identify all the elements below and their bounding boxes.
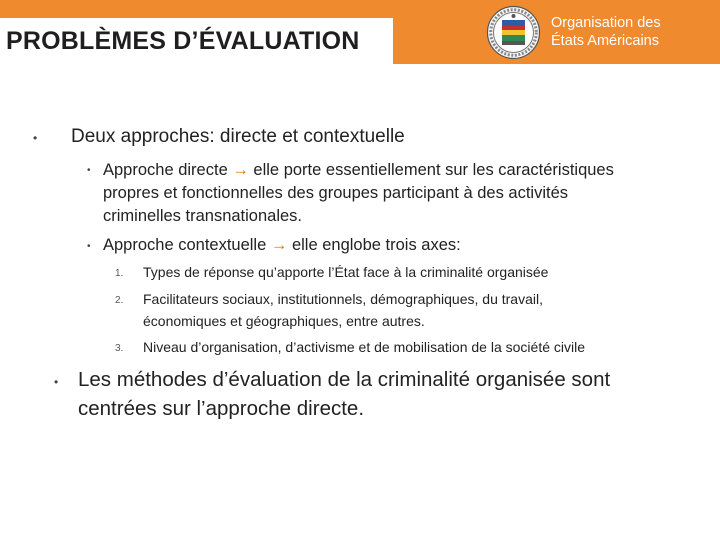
direct-text-line-2: propres et fonctionnelles des groupes participant à des activités <box>103 184 569 202</box>
page-title: PROBLÈMES D’ÉVALUATION <box>6 26 360 55</box>
list-number: 2. <box>115 295 124 306</box>
bullet-icon: • <box>54 375 59 389</box>
org-line-1: Organisation des <box>551 15 661 31</box>
arrow-right-icon: → <box>270 236 288 254</box>
bullet-approaches: Deux approches: directe et contextuelle <box>71 126 405 147</box>
direct-label: Approche directe <box>103 161 228 179</box>
bullet-methods: Les méthodes d’évaluation de la criminalité organisée sont <box>78 368 611 391</box>
list-number: 1. <box>115 268 124 279</box>
list-number: 3. <box>115 343 124 354</box>
bullet-icon: • <box>87 241 91 252</box>
axis-item-2-line-2: économiques et géographiques, entre autres. <box>143 313 425 329</box>
bullet-contextual-approach <box>103 236 461 255</box>
contextual-text: elle englobe trois axes: <box>287 236 461 254</box>
axis-item-1: Types de réponse qu’apporte l’État face à la criminalité organisée <box>143 264 549 280</box>
org-line-2: États Américains <box>551 33 659 49</box>
bullet-icon: • <box>87 165 91 176</box>
bullet-methods-line-2: centrées sur l’approche directe. <box>78 397 365 420</box>
bullet-direct-approach <box>103 161 614 180</box>
direct-text: elle porte essentiellement sur les caractéristiques <box>248 161 614 179</box>
bullet-icon: • <box>33 131 38 145</box>
direct-text-line-3: criminelles transnationales. <box>103 207 303 225</box>
axis-item-2: Facilitateurs sociaux, institutionnels, démographiques, du travail, <box>143 291 543 307</box>
arrow-right-icon: → <box>232 161 249 179</box>
axis-item-3: Niveau d’organisation, d’activisme et de mobilisation de la société civile <box>143 339 586 355</box>
contextual-label: Approche contextuelle <box>103 236 267 254</box>
